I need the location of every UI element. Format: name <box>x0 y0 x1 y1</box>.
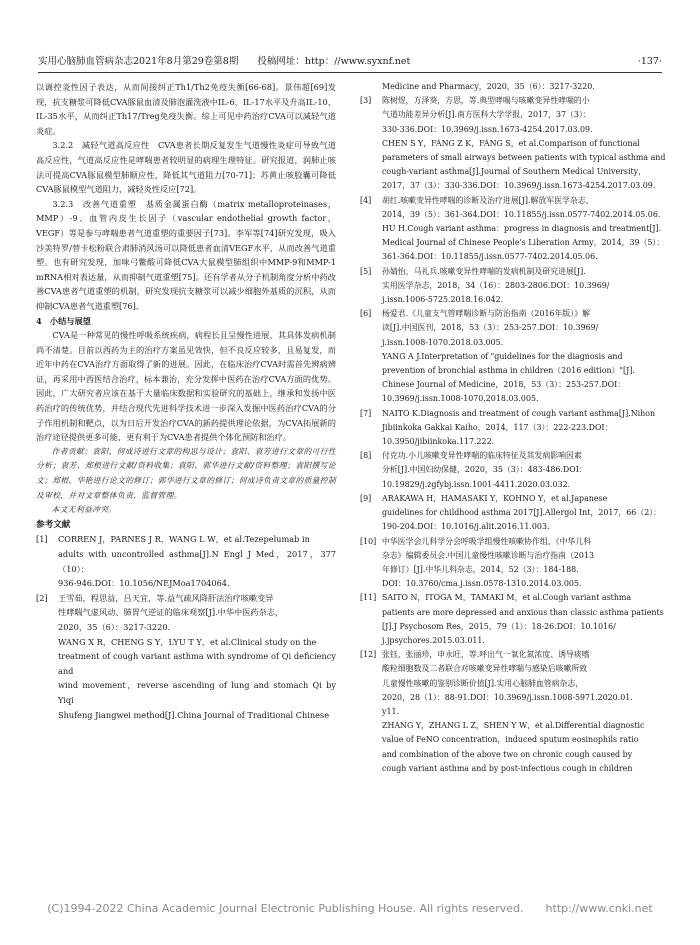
reference-line: value of FeNO concentration，induced sputum eosinophils ratio <box>382 735 639 745</box>
right-column <box>360 80 666 776</box>
reference-line: 936-946.DOI：10.1056/NEJMoa1704064. <box>58 578 230 589</box>
reference-number: [12] <box>360 650 377 660</box>
reference-line: 2020，35（6）：3217-3220. <box>58 621 171 632</box>
reference-line: CORREN J，PARNES J R，WANG L W，et al.Tezepelumab in <box>58 534 310 545</box>
reference-line: HU H.Cough variant asthma：progress in diagnosis and treatment[J]. <box>382 224 662 234</box>
reference-number: [3] <box>360 96 372 106</box>
reference-line: y11. <box>382 706 400 716</box>
reference-line: 气道功能差异分析[J].南方医科大学学报，2017，37（3）： <box>382 110 591 120</box>
body-paragraph: 3.2.2 减轻气道高反应性 CVA患者长期反复发生气道慢性炎症可导致气道高反应性，气道高反应性是哮喘患者较明显的病理生理特征。研究报道，润肺止咳法可提高CVA豚鼠模型肺顺应性，降低其气道阻力[70-71]；苏黄止咳胶囊可降低CVA豚鼠模型气道阻力，减轻炎性反应[72]。 <box>36 140 336 195</box>
reference-line: 分析[J].中国妇幼保健，2020，35（3）：483-486.DOI： <box>382 465 587 475</box>
reference-item <box>360 492 666 535</box>
reference-line: 王雪茹，程思益，吕天宜，等.益气疏风降肝法治疗咳嗽变异 <box>58 592 274 603</box>
reference-line: ARAKAWA H，HAMASAKI Y，KOHNO Y，et al.Japanese <box>382 493 608 503</box>
reference-line: 10.3950/jibiinkoka.117.222. <box>382 437 495 447</box>
reference-item <box>360 307 666 406</box>
reference-line: 胡红.咳嗽变异性哮喘的诊断及治疗进展[J].解放军医学杂志， <box>382 195 594 205</box>
reference-line: cough variant asthma and by post-infectious cough in children <box>382 763 633 773</box>
reference-line: 读[J].中国医刊，2018，53（3）：253-257.DOI：10.3969/ <box>382 323 599 333</box>
body-paragraph: 以调控炎性因子表达，从而间接纠正Th1/Th2免疫失衡[66-68]。景伟超[69]发现，抗支糖浆可降低CVA豚鼠血清及肺泡灌洗液中IL-6、IL-17水平及升高IL-10、IL-35水平，从而纠正Th17/Treg免疫失衡。综上可见中药治疗CVA可以减轻气道炎症。 <box>36 82 336 136</box>
reference-line: YANG A J.Interpretation of "guidelines for the diagnosis and <box>382 351 623 361</box>
reference-number: [7] <box>360 408 372 418</box>
reference-number: [2] <box>36 592 48 603</box>
reference-number: [1] <box>36 534 48 545</box>
reference-line: 性哮喘气虚风动、肺胃气逆证的临床观察[J].中华中医药杂志， <box>58 607 284 618</box>
reference-line: prevention of bronchial asthma in children（2016 edition）"[J]. <box>382 366 635 376</box>
reference-line: 10.19829/j.zgfybj.issn.1001-4411.2020.03.032. <box>382 479 571 489</box>
reference-line: and combination of the above two on chronic cough caused by <box>382 749 633 759</box>
body-paragraph: CVA是一种常见的慢性呼吸系统疾病，病程长且呈慢性进展，其具体发病机制尚不清楚。目前以西药为主的治疗方案虽见效快，但不良反应较多，且易复发，而近年中药在CVA治疗方面取得了新的进展。因此，在临床治疗CVA时需首先辨病辨证，再采用中西医结合治疗，标本兼治，充分发挥中医药在治疗CVA方面的优势。因此，广大研究者应该在基于大量临床数据和实验研究的基础上，继承和发扬中医药治疗的传统优势，并结合现代先进科学技术进一步深入发掘中医药治疗CVA的分子作用机制和靶点，以为日后开发治疗CVA的新药提供理论依据，为CVA拓展新的治疗途径提供更多可能，更有利于为CVA患者提供个体化预防和治疗。 <box>36 330 336 443</box>
reference-line: 190-204.DOI：10.1016/j.alit.2016.11.003. <box>382 522 550 532</box>
references-title: 参考文献 <box>36 519 71 530</box>
reference-line: 张钰，张丽珍，申永旺，等.呼出气一氧化氮浓度、诱导痰嗜 <box>382 650 590 660</box>
page-number: ·137· <box>637 56 662 67</box>
reference-line: Shufeng Jiangwei method[J].China Journal of Traditional Chinese <box>58 709 330 720</box>
reference-line: j.jpsychores.2015.03.011. <box>382 635 485 645</box>
reference-number: [6] <box>360 309 372 319</box>
reference-line: 330-336.DOI：10.3969/j.issn.1673-4254.2017.03.09. <box>382 124 593 134</box>
reference-line: 年修订）[J].中华儿科杂志，2014，52（3）：184-188. <box>382 564 579 574</box>
reference-line: 酸粒细胞数及二者联合对咳嗽变异性哮喘与感染后咳嗽所致 <box>382 664 588 674</box>
reference-line: DOI：10.3760/cma.j.issn.0578-1310.2014.03.005. <box>382 579 582 589</box>
reference-line: WANG X R，CHENG S Y，LYU T Y，et al.Clinical study on the <box>58 636 317 647</box>
reference-line: j.issn.1006-5725.2018.16.042. <box>382 295 504 305</box>
reference-line: parameters of small airways between patients with typical asthma and <box>382 153 666 163</box>
reference-line: Chinese Journal of Medicine，2018，53（3）：253-257.DOI： <box>382 380 626 390</box>
reference-line: 杂志》编辑委员会.中国儿童慢性咳嗽诊断与治疗指南（2013 <box>382 550 594 560</box>
reference-number: [8] <box>360 451 372 461</box>
reference-line: 实用医学杂志，2018，34（16）：2803-2806.DOI：10.3969/ <box>382 280 610 290</box>
reference-number: [5] <box>360 266 372 276</box>
reference-line: SAITO N，ITOGA M，TAMAKI M，et al.Cough variant asthma <box>382 593 632 603</box>
header-rule <box>38 72 662 73</box>
reference-item <box>360 194 666 265</box>
reference-line: treatment of cough variant asthma with syndrome of Qi deficiency and <box>58 651 336 676</box>
reference-line: ZHANG Y，ZHANG L Z，SHEN Y W，et al.Differential diagnostic <box>382 721 645 731</box>
reference-item <box>36 532 336 590</box>
reference-line: adults with uncontrolled asthma[J].N Engl J Med，2017，377（10）： <box>58 549 336 574</box>
reference-line: 杨爱君.《儿童支气管哮喘诊断与防治指南（2016年版）》解 <box>382 309 591 319</box>
reference-number: [11] <box>360 593 377 603</box>
reference-item <box>360 80 666 94</box>
reference-line: CHEN S Y，FANG Z K，FANG S，et al.Comparison of functional <box>382 138 640 148</box>
copyright-footer: (C)1994-2022 China Academic Journal Electronic Publishing House. All rights reserved. http://www.cnki.net <box>47 902 653 915</box>
reference-line: 2017，37（3）：330-336.DOI：10.3969/j.issn.1673-4254.2017.03.09. <box>382 181 656 191</box>
reference-item <box>360 449 666 492</box>
reference-item <box>360 535 666 592</box>
reference-line: 361-364.DOI：10.11855/j.issn.0577-7402.2014.05.06. <box>382 252 598 262</box>
author-note: 作者贡献：袁阳、何成诗进行文章的构思与设计；袁阳、袁芳进行文章的可行性分析；袁芳、郑根进行文献/资料收集；袁阳、郭华进行文献/资料整理；袁阳撰写论文；郑根、华艳进行论文的修订；郭华进行文章的修订；何成诗负责文章的质量控制及审校，并对文章整体负责、监督管理。 <box>36 446 336 500</box>
reference-line: 孙婧怡，马礼兵.咳嗽变异性哮喘的发病机制及研究进展[J]. <box>382 266 586 276</box>
reference-line: patients are more depressed and anxious than classic asthma patients <box>382 607 664 617</box>
reference-number: [4] <box>360 195 372 205</box>
reference-item <box>360 94 666 193</box>
running-header <box>38 54 662 70</box>
reference-number: [10] <box>360 536 377 546</box>
reference-item <box>360 591 666 648</box>
reference-line: 陈树煜，方泽葵，方思，等.典型哮喘与咳嗽变异性哮喘的小 <box>382 96 590 106</box>
reference-line: 儿童慢性咳嗽的鉴别诊断价值[J].实用心脑肺血管病杂志， <box>382 678 584 688</box>
reference-line: guidelines for childhood asthma 2017[J].Allergol Int，2017，66（2）： <box>382 508 662 518</box>
section-heading: 4 小结与展望 <box>36 315 91 326</box>
reference-number: [9] <box>360 493 372 503</box>
left-column <box>36 80 336 722</box>
reference-line: cough-variant asthma[J].Journal of Southern Medical University， <box>382 167 647 177</box>
reference-item <box>360 265 666 308</box>
reference-line: [J].J Psychosom Res，2015，79（1）：18-26.DOI：10.1016/ <box>382 621 616 631</box>
header-journal-info: 实用心脑肺血管病杂志2021年8月第29卷第8期 投稿网址：http：//www.syxnf.net <box>38 56 411 67</box>
author-note: 本文无利益冲突。 <box>51 505 117 515</box>
reference-line: Jibiinkoka Gakkai Kaiho，2014，117（3）：222-223.DOI： <box>382 422 613 432</box>
reference-line: wind movement，reverse ascending of lung and stomach Qi by Yiqi <box>58 680 336 705</box>
reference-line: 2020，28（1）：88-91.DOI：10.3969/j.issn.1008-5971.2020.01. <box>382 692 633 702</box>
reference-line: j.issn.1008-1070.2018.03.005. <box>382 337 504 347</box>
reference-item <box>36 591 336 722</box>
reference-line: 中华医学会儿科学分会呼吸学组慢性咳嗽协作组，《中华儿科 <box>382 536 592 546</box>
reference-line: Medical Journal of Chinese People's Liberation Army，2014，39（5）： <box>382 238 665 248</box>
reference-item <box>360 407 666 450</box>
body-paragraph: 3.2.3 改善气道重塑 基质金属蛋白酶（matrix metalloproteinases，MMP）-9、血管内皮生长因子（vascular endothelial growth factor，VEGF）等是参与哮喘患者气道重塑的重要因子[73]。李军等[74]研究发现，吸入沙美特罗/替卡松粉联合肃肺消风汤可以降低患者血清VEGF水平，从而改善气道重塑。也有研究发现，加味弓鳖酸可降低CVA大鼠模型肺组织中MMP-9和MMP-1 mRNA相对表达量，从而抑制气道重塑[75]。还有学者从分子机制角度分析中药改善CVA患者气道重塑的机制，研究发现抗支糖浆可以减少细胞外基质的沉积，从而抑制CVA患者气道重塑[76]。 <box>36 198 336 311</box>
reference-line: 付克功.小儿咳嗽变异性哮喘的临床特征及其发病影响因素 <box>382 451 582 461</box>
reference-item <box>360 648 666 776</box>
reference-line: Medicine and Pharmacy，2020，35（6）：3217-3220. <box>382 82 595 91</box>
reference-line: 10.3969/j.issn.1008-1070.2018.03.005. <box>382 394 539 404</box>
reference-line: 2014，39（5）：361-364.DOI：10.11855/j.issn.0577-7402.2014.05.06. <box>382 209 661 219</box>
reference-line: NAITO K.Diagnosis and treatment of cough variant asthma[J].Nihon <box>382 408 656 418</box>
